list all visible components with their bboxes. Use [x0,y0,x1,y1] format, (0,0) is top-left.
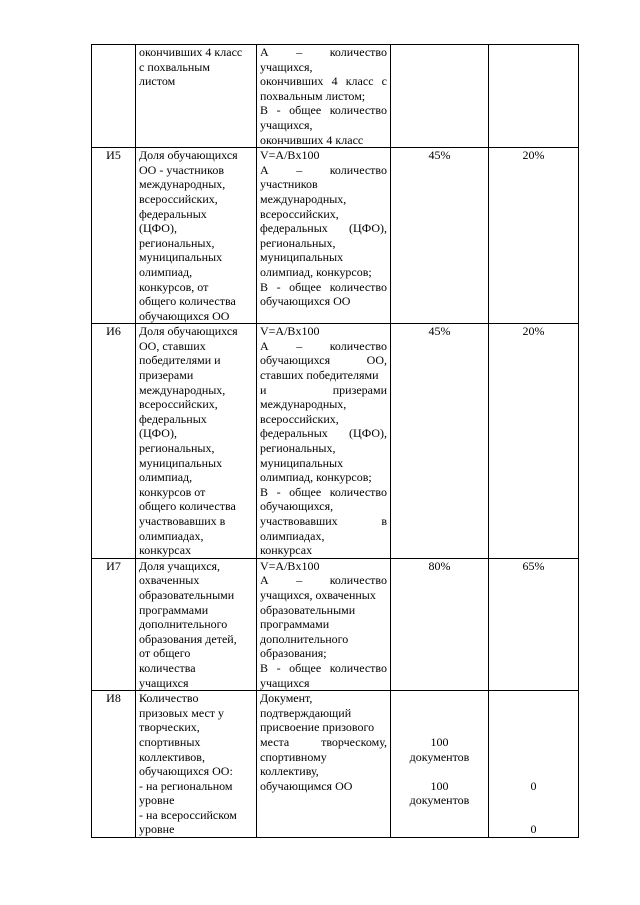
formula-word: федеральных [260,426,328,441]
formula-line [260,280,387,295]
formula-line [260,45,387,60]
formula-line [260,221,387,236]
indicator-name-line: с похвальным [139,59,210,74]
baseline-value-cell [489,691,579,838]
formula-line: образовательными [260,602,356,617]
formula-line: олимпиад, конкурсов; [260,264,372,279]
indicator-name-line: общего количества [139,499,236,514]
indicator-name-line: ОО, ставших [139,338,206,353]
indicator-code: И5 [106,148,121,163]
formula-line [260,163,387,178]
target-value-cell [391,324,489,559]
formula-line: Документ, [260,691,313,706]
formula-word: творческому, [321,734,387,749]
formula-word: В [260,660,269,675]
formula-line: обучающимся ОО [260,778,353,793]
formula-word: В [260,279,269,294]
formula-word: - [276,484,281,499]
formula-line: учащихся, [260,59,313,74]
table-row [92,324,579,559]
indicator-name-line: количества [139,660,196,675]
indicator-name-line: обучающихся ОО [139,308,230,323]
indicator-name-cell [136,558,257,690]
formula-line [260,735,387,750]
formula-word: - [276,103,281,118]
formula-word: – [296,162,303,177]
indicator-name-line: спортивных [139,734,201,749]
baseline-value-cell [489,558,579,690]
formula-word: участвовавших [260,514,338,528]
formula-line: окончивших 4 класс [260,132,364,147]
formula-word: A [260,338,269,353]
baseline-value-cell [489,148,579,324]
formula-word: общее [289,660,322,675]
indicator-name-line: образовательными [139,587,235,602]
formula-word: общее [289,103,322,118]
formula-word: класс [345,74,374,89]
formula-word: 4 [331,74,338,89]
formula-word: федеральных [260,221,328,236]
formula-word: A [260,573,269,588]
value-text: 45% [428,148,451,163]
formula-line: олимпиадах, [260,528,325,543]
indicator-name-line: призовых мест у [139,705,225,720]
indicator-name-line: (ЦФО), [139,221,177,236]
indicator-name-line: муниципальных [139,455,223,470]
formula-word: обучающихся [260,353,331,368]
value-line: 100 [430,734,449,749]
formula-line [260,383,387,398]
indicator-name-line: общего количества [139,294,236,309]
formula-word: количество [329,660,387,675]
target-value-cell [391,148,489,324]
indicator-name-cell [136,691,257,838]
indicator-name-line: охваченных [139,573,200,588]
formula-line: региональных, [260,235,336,250]
value-text: 20% [522,324,545,339]
value-line: 100 [430,778,449,793]
indicator-name-cell [136,148,257,324]
formula-word: в [381,514,387,528]
indicator-code-cell [92,558,136,690]
formula-line: учащихся, [260,117,313,132]
indicator-code-cell [92,148,136,324]
formula-line: муниципальных [260,250,344,265]
indicators-table [91,44,579,838]
indicator-name-line: уровне [139,822,175,837]
indicator-name-line: от общего [139,646,191,661]
formula-line: V=A/Bx100 [260,558,320,573]
baseline-value-cell [489,45,579,148]
indicator-name-line: обучающихся ОО: [139,764,233,779]
indicator-name-line: Количество [139,691,199,706]
formula-line [260,353,387,368]
indicator-name-line: Доля обучающихся [139,324,238,339]
formula-cell [257,324,391,559]
value-text: 80% [428,558,451,573]
formula-word: окончивших [260,74,324,89]
indicator-name-cell [136,45,257,148]
indicator-code: И8 [106,691,121,706]
table-row [92,148,579,324]
table-row [92,558,579,690]
value-line [492,706,575,721]
indicator-name-line: программами [139,602,209,617]
formula-line: региональных, [260,441,336,456]
indicator-name-line: федеральных [139,206,207,221]
value-text: 20% [522,148,545,163]
formula-line: подтверждающий [260,705,352,720]
value-text: 65% [522,558,545,573]
baseline-value-cell [489,324,579,559]
formula-line: обучающихся ОО [260,294,351,309]
formula-line: спортивному [260,749,327,764]
formula-word: количество [329,573,387,588]
formula-line: всероссийских, [260,411,339,426]
indicator-name-line: международных, [139,382,226,397]
formula-line: образования; [260,646,327,661]
value-line [394,691,485,706]
formula-line: V=A/Bx100 [260,324,320,339]
formula-word: – [296,45,303,59]
indicator-name-line: творческих, [139,720,200,735]
formula-word: В [260,103,269,118]
indicator-name-line: уровне [139,793,175,808]
value-line [492,691,575,706]
indicator-name-line: дополнительного [139,617,228,632]
indicator-name-line: олимпиадах, [139,528,204,543]
indicator-name-cell [136,324,257,559]
indicator-code-cell [92,324,136,559]
formula-word: общее [289,484,322,499]
formula-cell [257,558,391,690]
value-line [394,720,485,735]
indicator-name-line: муниципальных [139,250,223,265]
formula-cell [257,691,391,838]
table-row [92,691,579,838]
indicator-name-line: конкурсов, от [139,279,209,294]
formula-line [260,485,387,500]
indicator-name-line: федеральных [139,411,207,426]
formula-line: присвоение призового [260,720,375,735]
indicator-name-line: Доля учащихся, [139,558,221,573]
formula-line: дополнительного [260,631,349,646]
value-line: 0 [530,822,537,837]
formula-line: муниципальных [260,455,344,470]
indicator-name-line: конкурсах [139,543,192,558]
formula-word: количество [329,162,387,177]
formula-line: похвальным листом; [260,88,366,103]
indicator-name-line: листом [139,74,176,89]
target-value-cell [391,558,489,690]
value-line [492,764,575,779]
formula-line: программами [260,617,330,632]
value-line [492,735,575,750]
value-line [492,793,575,808]
indicator-name-line: - на всероссийском [139,807,237,822]
value-line: 0 [530,778,537,793]
formula-line: всероссийских, [260,206,339,221]
formula-word: количество [329,103,387,118]
indicator-name-line: участвовавших в [139,514,226,528]
formula-line: международных, [260,397,347,412]
formula-line: обучающихся, [260,499,334,514]
indicator-name-line: образования детей, [139,631,237,646]
indicator-name-line: международных, [139,177,226,192]
indicator-name-line: конкурсов от [139,484,206,499]
indicator-name-line: коллективов, [139,749,205,764]
formula-word: количество [329,338,387,353]
table-row [92,45,579,148]
formula-word: количество [329,45,387,59]
formula-line [260,661,387,676]
indicator-name-line: учащихся [139,675,189,690]
target-value-cell [391,691,489,838]
formula-line: олимпиад, конкурсов; [260,470,372,485]
formula-line [260,573,387,588]
formula-line: международных, [260,191,347,206]
formula-line [260,514,387,529]
formula-word: места [260,734,290,749]
indicator-name-line: победителями и [139,353,221,368]
formula-line: ставших победителями [260,368,379,383]
formula-word: – [296,573,303,588]
formula-line: V=A/Bx100 [260,148,320,163]
indicator-name-line: олимпиад, [139,264,193,279]
formula-word: ОО, [366,353,387,368]
formula-word: общее [289,279,322,294]
formula-word: с [381,74,387,89]
formula-line: коллективу, [260,764,319,779]
value-line: документов [409,793,470,808]
indicator-name-line: (ЦФО), [139,426,177,441]
indicator-code-cell [92,45,136,148]
formula-word: (ЦФО), [349,221,387,236]
formula-word: – [296,338,303,353]
formula-word: A [260,45,269,59]
indicator-name-line: региональных, [139,441,215,456]
indicator-name-line: ОО - участников [139,162,224,177]
formula-word: (ЦФО), [349,426,387,441]
value-line [492,808,575,823]
formula-line: участников [260,177,318,192]
formula-line: учащихся, охваченных [260,587,376,602]
indicator-code: И6 [106,324,121,339]
value-text: 45% [428,324,451,339]
formula-word: - [276,279,281,294]
formula-word: В [260,484,269,499]
formula-line [260,103,387,118]
formula-cell [257,148,391,324]
formula-word: призерами [332,382,387,397]
indicator-name-line: всероссийских, [139,397,218,412]
formula-line [260,74,387,89]
formula-word: и [260,382,267,397]
indicator-code-cell [92,691,136,838]
indicator-name-line: региональных, [139,235,215,250]
formula-word: количество [329,279,387,294]
value-line [394,706,485,721]
formula-line: конкурсах [260,543,313,558]
value-line [492,750,575,765]
formula-line: учащихся [260,675,310,690]
indicator-name-line: олимпиад, [139,470,193,485]
target-value-cell [391,45,489,148]
formula-word: количество [329,484,387,499]
value-line: документов [409,749,470,764]
formula-word: - [276,660,281,675]
indicator-name-line: окончивших 4 класс [139,45,243,59]
value-line [394,764,485,779]
indicator-name-line: всероссийских, [139,191,218,206]
indicator-name-line: призерами [139,368,194,383]
indicator-name-line: - на региональном [139,778,233,793]
formula-line [260,339,387,354]
indicator-name-line: Доля обучающихся [139,148,238,163]
formula-line [260,426,387,441]
formula-word: A [260,162,269,177]
formula-cell [257,45,391,148]
value-line [492,720,575,735]
indicator-code: И7 [106,558,121,573]
